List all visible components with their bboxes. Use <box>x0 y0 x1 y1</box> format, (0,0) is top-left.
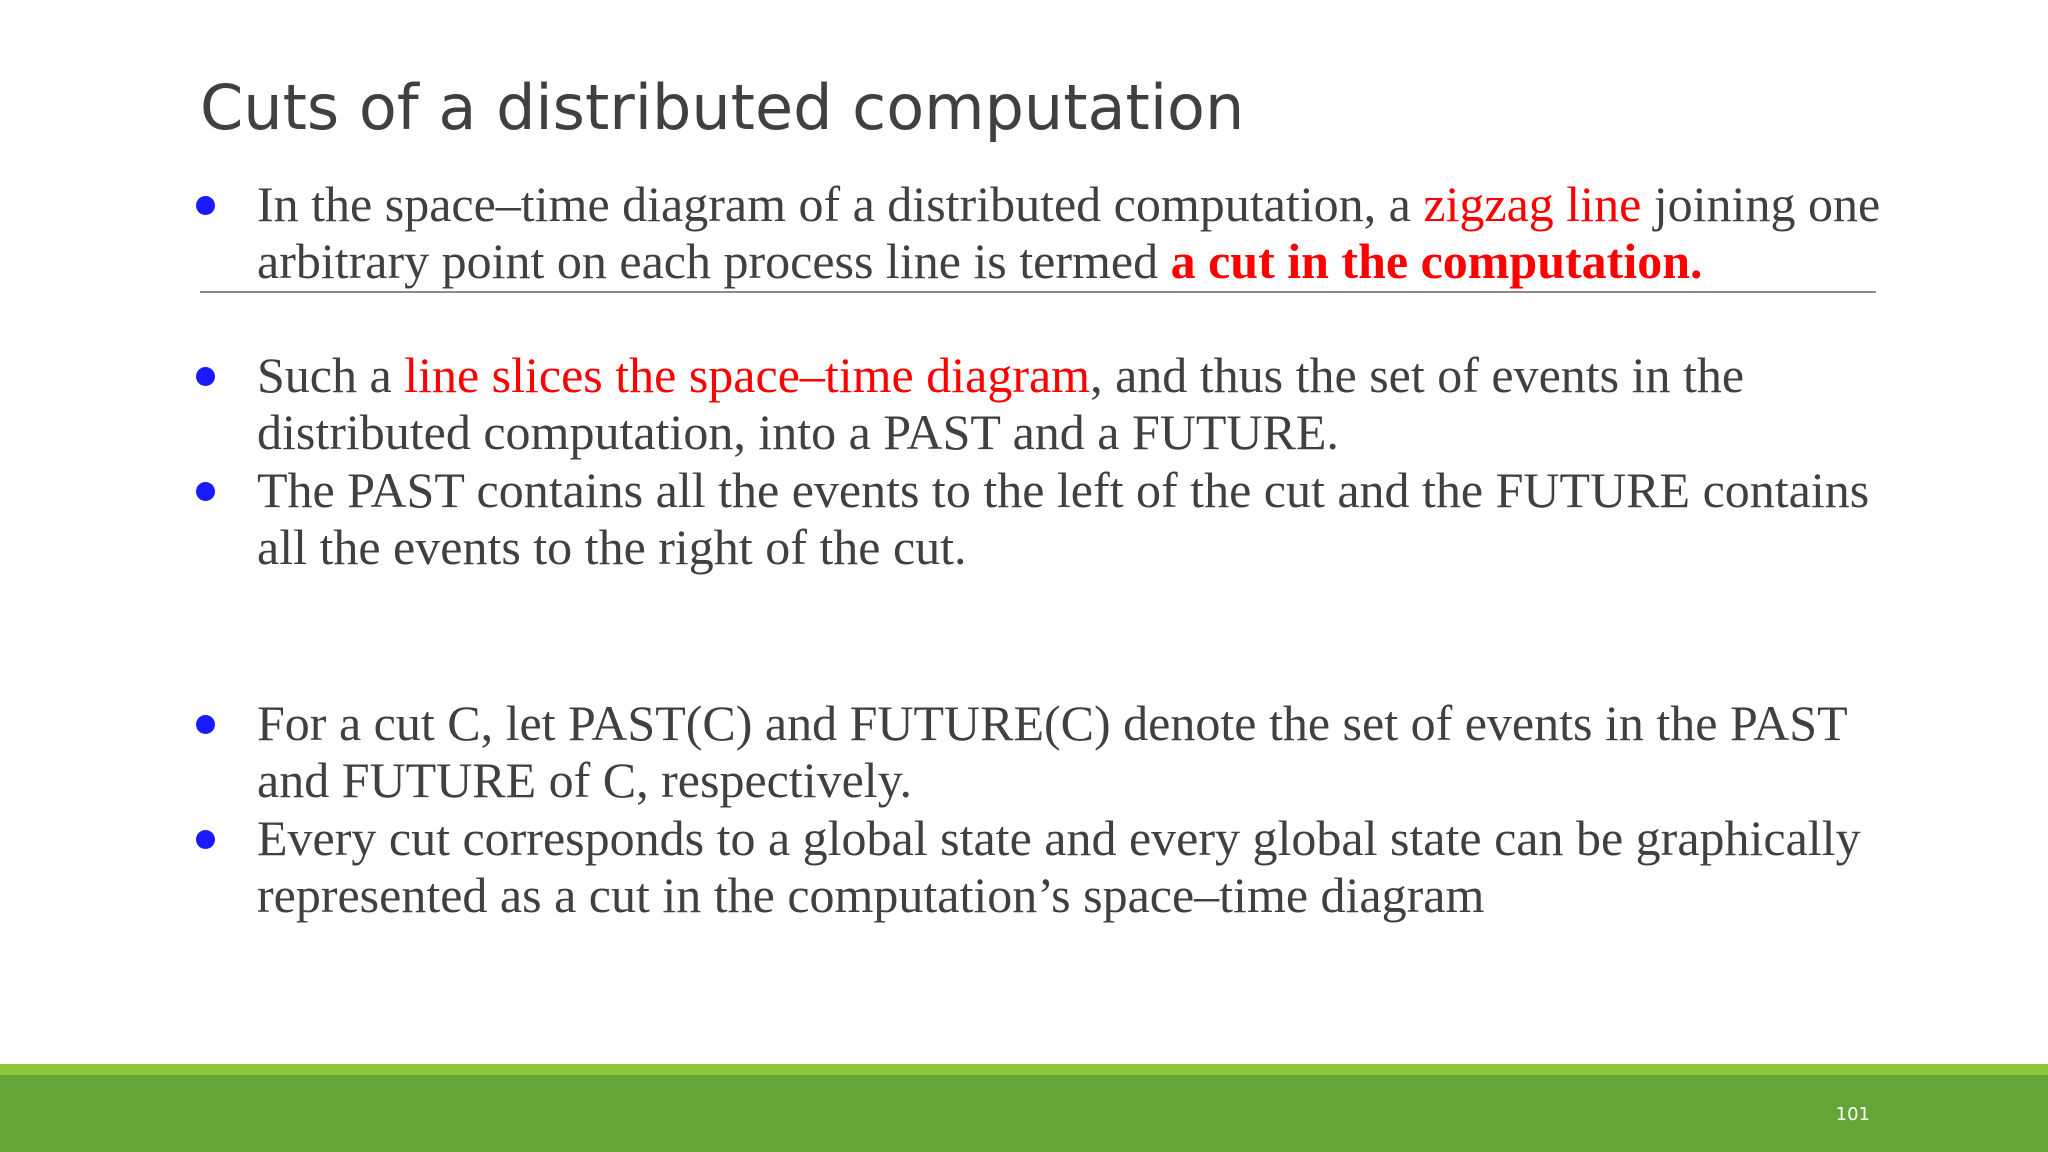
title-divider-line <box>200 291 1876 293</box>
bullet-text-segment: , and thus the set of events in the distributed computation, into a PAST and a FUTURE. <box>257 347 1745 460</box>
footer-accent-stripe <box>0 1064 2048 1075</box>
bullet-text <box>257 347 1897 461</box>
bullet-dot-icon <box>196 715 215 734</box>
bullet-text <box>257 176 1897 290</box>
bullet-dot-icon <box>196 367 215 386</box>
bullet-text-segment: Such a <box>257 347 405 403</box>
bullet-text: For a cut C, let PAST(C) and FUTURE(C) denote the set of events in the PAST and FUTURE of C, respectively. <box>257 695 1847 808</box>
highlight-line-slices: line slices the space–time diagram <box>404 347 1091 403</box>
bullet-text-segment: joining one arbitrary point on each process line is termed <box>257 176 1881 289</box>
slide-title: Cuts of a distributed computation <box>200 71 1245 144</box>
bullet-dot-icon <box>196 830 215 849</box>
bullet-dot-icon <box>196 196 215 215</box>
bullet-text-segment: In the space–time diagram of a distributed computation, a <box>257 176 1424 232</box>
footer-bar <box>0 1075 2048 1152</box>
bullet-dot-icon <box>196 482 215 501</box>
highlight-cut-definition: a cut in the computation. <box>1170 233 1703 289</box>
bullet-text: Every cut corresponds to a global state and every global state can be graphically represented as a cut in the computation’s space–time diagram <box>257 810 1861 923</box>
page-number: 101 <box>1835 1104 1870 1125</box>
bullet-text: The PAST contains all the events to the left of the cut and the FUTURE contains all the events to the right of the cut. <box>257 462 1870 575</box>
highlight-zigzag-line: zigzag line <box>1423 176 1642 232</box>
